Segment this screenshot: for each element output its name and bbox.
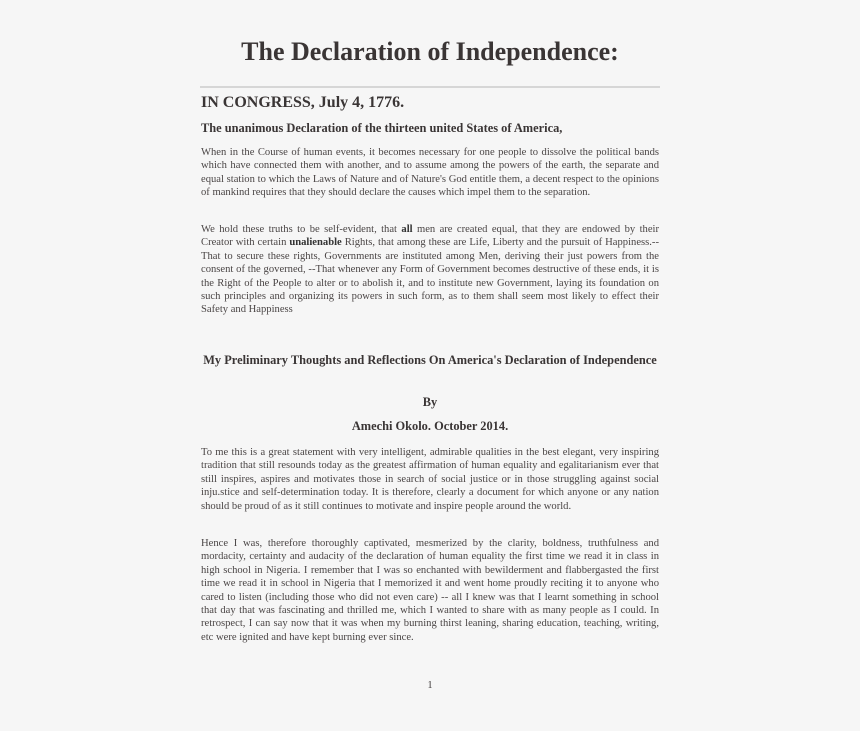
- essay-author-line: Amechi Okolo. October 2014.: [351, 419, 509, 433]
- title-divider: [200, 86, 660, 88]
- essay-paragraph-2: Hence I was, therefore thoroughly captivated, mesmerized by the clarity, boldness, truthfulness and mordacity, certainty and audacity of the declaration of human equality the first time we read it in class in high school in Nigeria. I remember that I was so enchanted with bewilderment and flabbergasted the first time we read it in school in Nigeria that I memorized it and went home proudly reciting it to anyone who cared to listen (including those who did not even care) -- all I knew was that I learnt something in school that day that was fascinating and thrilled me, which I wanted to share with as many people as I could. In retrospect, I can say now that it was when my burning thirst leaning, sharing education, teaching, writing, etc were ignited and have kept burning ever since.: [201, 538, 659, 643]
- paragraph-text: Rights, that among these are Life, Liberty and the pursuit of Happiness.--That to secure these rights, Governments are instituted among Men, deriving their just powers from the consent of the governed, --That whenever any Form of Government becomes destructive of these ends, it is the Right of the People to alter or to abolish it, and to institute new Government, laying its foundation on such principles and organizing its powers in such form, as to them shall seem most likely to effect their Safety and Happiness: [201, 237, 659, 316]
- congress-subtitle: IN CONGRESS, July 4, 1776.: [201, 94, 405, 111]
- document-title: The Declaration of Independence:: [241, 37, 619, 66]
- page-number: 1: [427, 680, 433, 691]
- paragraph-text: men are created equal, that they are endowed by their Creator with certain: [201, 224, 659, 249]
- essay-by-label: By: [422, 395, 438, 409]
- essay-title: My Preliminary Thoughts and Reflections On America's Declaration of Independence: [203, 353, 657, 367]
- essay-paragraph-1: To me this is a great statement with very intelligent, admirable qualities in the best elegant, very inspiring tradition that still resounds today as the greatest affirmation of human equality and egalitarianism ever that still inspires, aspires and motivates those in search of social justice or in those struggling against social inju.stice and self-determination today. It is therefore, clearly a document for which anyone or any nation should be proud of as it still continues to motivate and inspire people around the world.: [201, 447, 659, 512]
- emphasis-all: all: [401, 224, 413, 235]
- declaration-paragraph-2: [201, 223, 659, 317]
- declaration-heading: The unanimous Declaration of the thirteen united States of America,: [201, 121, 563, 135]
- emphasis-unalienable: unalienable: [289, 237, 342, 249]
- paragraph-text: We hold these truths to be self-evident, that: [201, 224, 402, 235]
- declaration-paragraph-1: When in the Course of human events, it becomes necessary for one people to dissolve the political bands which have connected them with another, and to assume among the powers of the earth, the separate and equal station to which the Laws of Nature and of Nature's God entitle them, a decent respect to the opinions of mankind requires that they should declare the causes which impel them to the separation.: [201, 147, 659, 199]
